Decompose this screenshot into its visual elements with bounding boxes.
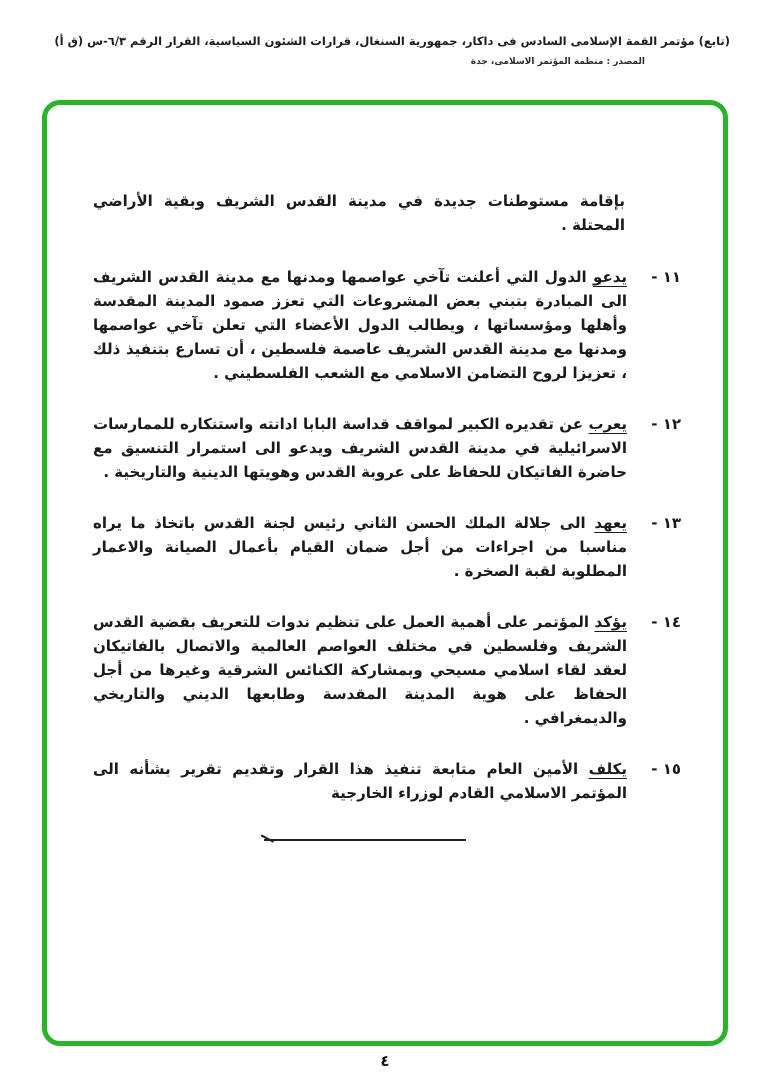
- item-lead-word: يدعو: [593, 268, 627, 286]
- item-lead-word: يؤكد: [594, 613, 627, 631]
- list-item: [93, 757, 681, 805]
- item-body: [93, 757, 627, 805]
- item-body: [93, 412, 627, 484]
- item-number: ١٣ -: [651, 514, 681, 532]
- item-body: [93, 511, 627, 583]
- item-text: الدول التي أعلنت تآخي عواصمها ومدنها مع مدينة القدس الشريف الى المبادرة بتبني بعض المشروعات التي تعزز صمود المدينة المقدسة وأهلها ومؤسساتها ، ويطالب الدول الأعضاء التي تعلن تآخي عواصمها ومدنها مع مدينة القدس الشريف عاصمة فلسطين ، أن تسارع بتنفيذ ذلك ، تعزيزا لروح التضامن الاسلامي مع الشعب الفلسطيني .: [93, 268, 627, 382]
- item-number: ١٥ -: [651, 760, 681, 778]
- list-item: [93, 511, 681, 583]
- list-item: [93, 265, 681, 385]
- item-text: المؤتمر على أهمية العمل على تنظيم ندوات للتعريف بقضية القدس الشريف وفلسطين في مختلف العواصم العالمية والاتصال بالفاتيكان لعقد لقاء اسلامي مسيحي وبمشاركة الكنائس الشرقية وغيرها من أجل الحفاظ على هوية المدينة المقدسة وطابعها الديني والتاريخي والديمغرافي .: [93, 613, 627, 727]
- item-text: الأمين العام متابعة تنفيذ هذا القرار وتقديم تقرير بشأنه الى المؤتمر الاسلامي القادم لوزراء الخارجية: [93, 760, 627, 802]
- item-body: [93, 610, 627, 730]
- intro-paragraph: بإقامة مستوطنات جديدة في مدينة القدس الشريف وبقية الأراضي المحتلة .: [93, 192, 625, 234]
- document-frame: [42, 100, 728, 1046]
- item-number: ١١ -: [651, 268, 681, 286]
- item-lead-word: يعرب: [588, 415, 627, 433]
- item-number: ١٤ -: [651, 613, 681, 631]
- item-body: [93, 265, 627, 385]
- header-source: المصدر : منظمة المؤتمر الاسلامى، جدة: [470, 57, 645, 67]
- header-title: (تابع) مؤتمر القمة الإسلامى السادس فى داكار، جمهورية السنغال، قرارات الشئون السياسية، القرار الرقم ٦/٣-س (ق أ): [54, 34, 730, 48]
- item-number: ١٢ -: [651, 415, 681, 433]
- item-lead-word: يعهد: [594, 514, 627, 532]
- separator-line: [264, 839, 466, 841]
- page-number: ٤: [380, 1052, 390, 1070]
- list-item: [93, 610, 681, 730]
- item-text: الى جلالة الملك الحسن الثاني رئيس لجنة القدس باتخاذ ما يراه مناسبا من اجراءات من أجل ضمان القيام بأعمال الصيانة والاعمار المطلوبة لقبة الصخرة .: [93, 514, 627, 580]
- item-text: عن تقديره الكبير لمواقف قداسة البابا ادانته واستنكاره للممارسات الاسرائيلية في مدينة القدس الشريف ويدعو الى استمرار التنسيق مع حاضرة الفاتيكان للحفاظ على عروبة القدس وهويتها الدينية والتاريخية .: [93, 415, 627, 481]
- item-lead-word: يكلف: [588, 760, 627, 778]
- list-item: [93, 412, 681, 484]
- document-content: [47, 105, 723, 841]
